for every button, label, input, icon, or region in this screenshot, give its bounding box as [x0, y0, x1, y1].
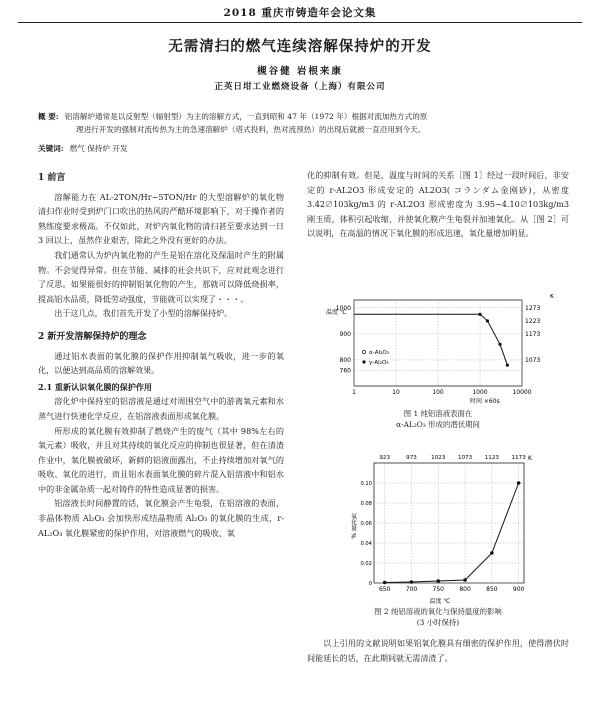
figure-2-chart: [348, 447, 538, 605]
fig2-y-tick-label: 0.10: [360, 481, 372, 487]
fig1-legend-label-1: α-Al₂O₃: [369, 350, 389, 356]
fig2-data-point: [463, 578, 467, 582]
fig2-data-point: [436, 579, 440, 583]
fig1-x-tick-label: 100: [432, 389, 444, 396]
fig1-y-tick-label: 800: [339, 356, 351, 364]
running-header: 2018 重庆市铸造年会论文集: [223, 7, 377, 19]
fig2-y-tick-label: 0.02: [360, 561, 372, 567]
right-column: [307, 168, 569, 241]
fig2-x-tick-label: 700: [405, 586, 418, 593]
fig2-x-tick-label: 750: [432, 586, 445, 593]
fig1-xlabel: 时间 ×60s: [470, 398, 500, 405]
fig2-data-point: [383, 581, 387, 585]
fig2-y-tick-label: 0.08: [360, 501, 372, 507]
fig1-caption-line-1: 图 1 纯铝溶液表面在: [403, 409, 473, 418]
fig1-data-point: [506, 364, 509, 367]
fig1-data-point: [486, 319, 489, 322]
fig2-data-point: [410, 580, 414, 584]
paragraph-9: 以上引用的文献说明如果铝氧化膜具有细密的保护作用，使得潜伏时间能延长的话，在此期间就无需清渣了。: [307, 638, 569, 663]
fig1-y2label: K: [550, 294, 554, 300]
fig2-data-point: [517, 481, 521, 485]
fig1-caption-line-2: α-AL₂O₃ 形成的潜伏期间: [396, 420, 480, 429]
fig1-x-tick-label: 1: [352, 389, 356, 396]
paper-affiliation: 正英日坩工业燃烧设备（上海）有限公司: [214, 82, 386, 92]
fig2-top-tick-label: 923: [379, 455, 391, 461]
fig2-top-tick-label: 1123: [484, 455, 499, 461]
abstract-label: 概 要:: [38, 112, 59, 121]
paragraph-2: 我们通常认为炉内氧化物的产生是铝在溶化及保温时产生的附属物。不会觉得异常。但在节能、减排的社会共识下，应对此观念进行了反思。如果能很好的抑制铝氧化物的产生，那就可以降低烧损率，提高铝水品质，降低劳动强度，节能就可以实现了・・・。: [38, 249, 284, 304]
fig2-y-tick-label: 0.04: [360, 541, 372, 547]
fig1-data-point: [498, 343, 501, 346]
figure-1-caption: [307, 408, 569, 430]
fig1-ylabel: 温度 ℃: [326, 309, 347, 316]
fig1-x-tick-label: 10: [392, 389, 400, 396]
fig1-x-tick-label: 10000: [512, 389, 532, 396]
paragraph-3: 出于这几点，我们首先开发了小型的溶解保持炉。: [54, 308, 233, 319]
paragraph-6: 所形成的氧化膜有效抑制了燃烧产生的废气（其中 98%左右的氧元素）吸收，并且对其持续的氧化反应的抑制也很显著，但在清渣作业中，氧化膜被破坏，新鲜的铝液面露出，不止持续增加对氧气的吸收、氧化的进行，而且铝水表面氧化膜的碎片混入铝溶液中和铝水中的非金属杂质一起对铸件的特性造成显著的损害。: [38, 425, 284, 494]
fig1-y-tick-label: 1000: [335, 304, 351, 312]
keywords: [38, 142, 570, 155]
left-column: [38, 168, 284, 540]
paper-title: 无需清扫的燃气连续溶解保持炉的开发: [168, 38, 432, 55]
paragraph-7: 铝溶液长时间静置的话，氧化膜会产生龟裂，在铝溶液的表面，非晶体物质 Al₂O₃ 会加快形成结晶物质 Al₂O₃ 的氧化膜的生成，r-AL₂O₃ 氧化膜紧密的保护作用，对溶液燃气的吸收、氧: [38, 498, 284, 538]
fig1-legend-label-2: γ-Al₂O₃: [369, 360, 389, 366]
fig2-y-tick-label: 0: [368, 581, 372, 587]
figure-2-caption: [307, 606, 569, 628]
fig2-top-tick-label: 973: [406, 455, 417, 461]
fig1-y2-tick-label: 1223: [525, 317, 541, 325]
abstract-line-2: 理进行开发的强制对流传热为主的急速溶解炉（塔式投料，热对流预热）的出现后就被一直沿用到今天。: [76, 125, 426, 134]
fig2-caption-line-2: (3 小时保持): [416, 618, 460, 627]
fig2-data-point: [490, 551, 494, 555]
header-rule: [18, 22, 582, 23]
paragraph-1: 溶解能力在 AL-2TON/Hr~5TON/Hr 的大型溶解炉的氧化物清扫作业时受到炉门口吹出的热风的严酷环境影响下，对于操作者的熟练度要求极高。不仅如此，对炉内氧化物的清扫甚至要求达到一日 3 回以上，虽然作业艰苦，除此之外没有更好的办法。: [38, 191, 284, 246]
fig2-series-line: [385, 483, 519, 583]
fig2-x-tick-label: 850: [486, 586, 498, 593]
section-2-heading: 2 新开发溶解保持炉的理念: [38, 331, 147, 342]
fig2-xlabel: 温度 ℃: [429, 598, 451, 605]
fig1-legend-marker-1: [362, 350, 365, 353]
keywords-text: 燃气 保持炉 开发: [69, 144, 128, 153]
figure-1-chart: [322, 294, 562, 406]
section-2-1-heading: 2.1 重新认识氧化膜的保护作用: [38, 381, 153, 392]
fig2-top-axis-label: K: [528, 455, 532, 462]
keywords-label: 关键词:: [38, 144, 64, 153]
section-1-heading: 1 前言: [38, 173, 66, 183]
fig1-y2-tick-label: 1073: [525, 356, 541, 364]
paragraph-5: 溶化炉中保持室的铝溶液是通过对周围空气中的游离氧元素和水蒸气进行快速化学反应，在铝溶液表面形成氧化膜。: [38, 396, 284, 421]
fig2-top-tick-label: 1073: [457, 455, 473, 461]
fig1-y2-tick-label: 1173: [525, 330, 541, 338]
fig1-legend-marker-2: [362, 360, 365, 363]
paragraph-8: 化的抑制有效。但是，温度与时间的关系［图 1］经过一段时间后，非安定的 r-AL2O3 形成安定的 AL2O3( コランダム金刚砂)，从密度 3.42∅103kg/m3 的 r-AL2O3 形成密度为 3.95~4.10∅103kg/m3 刚玉质，体积引起收缩，并使氧化膜产生龟裂并加速氧化。从［图 2］可以说明，在高温的情况下氧化膜的形成迅速，氧化量增加明显。: [307, 170, 569, 239]
fig2-top-tick-label: 1173: [511, 455, 526, 461]
fig1-data-point: [478, 313, 481, 316]
fig2-x-tick-label: 900: [512, 586, 525, 593]
paragraph-4: 通过铝水表面的氧化膜的保护作用抑制氧气吸收，进一步的氧化，以便达到高品质的溶解效果。: [38, 350, 284, 376]
abstract-line-1: 铝溶解炉通常是以反射型（辐射型）为主的溶解方式，一直到昭和 47 年（1972 年）根据对流加热方式的原: [64, 112, 428, 121]
fig2-x-tick-label: 800: [459, 586, 471, 593]
right-column-bottom: [307, 636, 569, 665]
fig1-y-tick-label: 900: [339, 330, 351, 338]
fig1-y2-tick-label: 1273: [525, 304, 541, 312]
fig2-caption-line-1: 图 2 纯铝溶液的氧化与保持温度的影响: [374, 607, 502, 616]
abstract: [38, 110, 570, 136]
fig2-top-tick-label: 1023: [431, 455, 446, 461]
fig1-y-tick-label: 760: [339, 367, 351, 375]
fig2-x-tick-label: 650: [378, 586, 391, 593]
fig1-x-tick-label: 1000: [472, 389, 488, 396]
paper-authors: 槻谷健 岩根来康: [257, 66, 343, 77]
fig1-series-line: [354, 314, 507, 365]
fig2-ylabel: 氧化量 %: [349, 513, 357, 539]
fig2-y-tick-label: 0.06: [360, 521, 372, 527]
